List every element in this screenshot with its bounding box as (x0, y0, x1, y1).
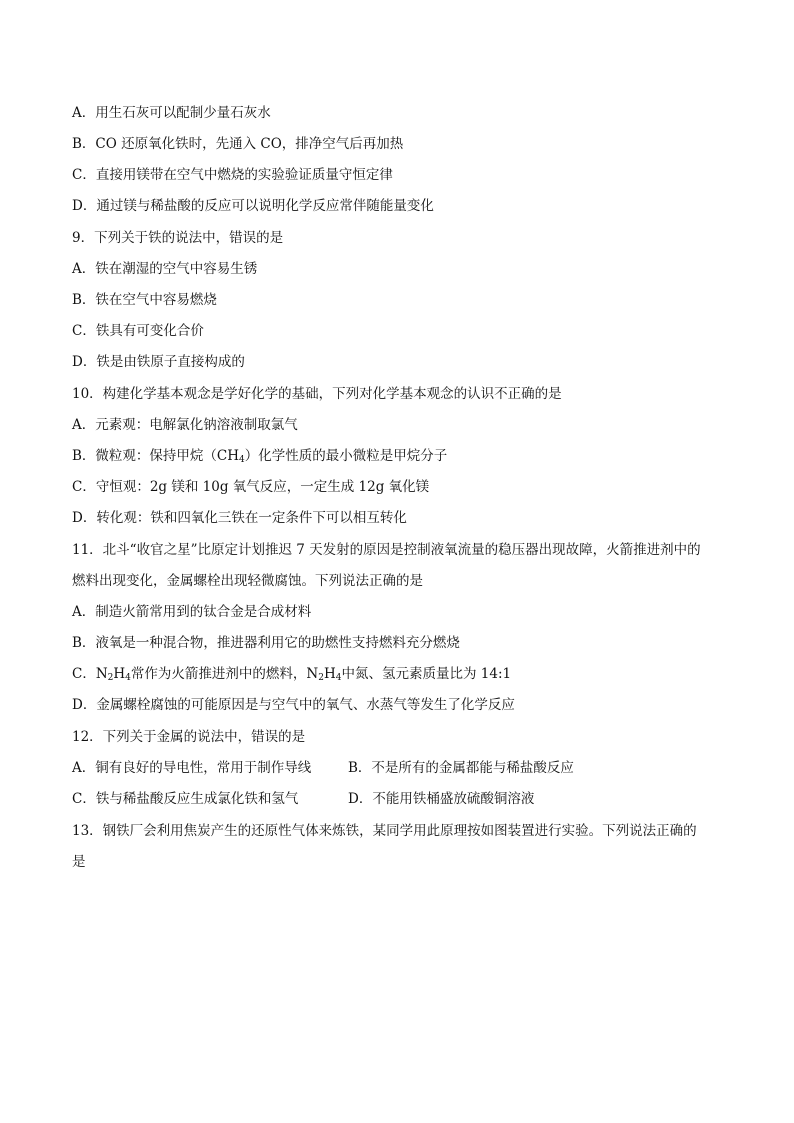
q11-option-a: A．制造火箭常用到的钛合金是合成材料 (72, 604, 312, 620)
q8-option-c: C．直接用镁带在空气中燃烧的实验验证质量守恒定律 (72, 167, 393, 183)
q11-c-text3: 常作为火箭推进剂中的燃料，N (130, 666, 319, 682)
q11-c-text2: H (113, 666, 126, 682)
q10-option-b (72, 447, 732, 465)
q11-c-sub3: 2 (318, 673, 324, 683)
q11-c-text4: H (323, 666, 336, 682)
q13-stem-line1: 13．钢铁厂会利用焦炭产生的还原性气体来炼铁，某同学用此原理按如图装置进行实验。下列说法正确的 (72, 823, 697, 839)
q8-option-d: D．通过镁与稀盐酸的反应可以说明化学反应常伴随能量变化 (72, 198, 434, 214)
q11-option-b: B．液氧是一种混合物，推进器利用它的助燃性支持燃料充分燃烧 (72, 635, 460, 651)
q11-c-sub2: 4 (125, 673, 131, 683)
q10-option-b-sub: 4 (239, 455, 245, 465)
q9-stem: 9．下列关于铁的说法中，错误的是 (72, 230, 284, 246)
q12-option-b: B．不是所有的金属都能与稀盐酸反应 (348, 760, 574, 776)
q12-option-d: D．不能用铁桶盛放硫酸铜溶液 (348, 791, 535, 807)
q9-option-b: B．铁在空气中容易燃烧 (72, 292, 217, 308)
q12-option-a: A．铜有良好的导电性，常用于制作导线 (72, 760, 312, 776)
q12-stem: 12．下列关于金属的说法中，错误的是 (72, 729, 306, 745)
q13-stem-line2: 是 (72, 854, 86, 870)
q8-option-a: A．用生石灰可以配制少量石灰水 (72, 105, 271, 121)
q12-option-c: C．铁与稀盐酸反应生成氯化铁和氢气 (72, 791, 299, 807)
q11-c-sub4: 4 (335, 673, 342, 683)
q10-option-b-pre: B．微粒观：保持甲烷（CH (72, 448, 240, 464)
q9-option-a: A．铁在潮湿的空气中容易生锈 (72, 261, 258, 277)
q10-stem: 10．构建化学基本观念是学好化学的基础，下列对化学基本观念的认识不正确的是 (72, 386, 562, 402)
q8-option-b: B．CO 还原氧化铁时，先通入 CO，排净空气后再加热 (72, 136, 404, 152)
q9-option-d: D．铁是由铁原子直接构成的 (72, 354, 245, 370)
q11-c-sub1: 2 (107, 673, 114, 683)
q9-option-c: C．铁具有可变化合价 (72, 323, 204, 339)
q10-option-c: C．守恒观：2g 镁和 10g 氧气反应，一定生成 12g 氧化镁 (72, 479, 430, 495)
q11-stem-line2: 燃料出现变化，金属螺栓出现轻微腐蚀。下列说法正确的是 (72, 573, 423, 589)
q11-c-text5: 中氮、氢元素质量比为 14:1 (341, 666, 512, 682)
q10-option-a: A．元素观：电解氯化钠溶液制取氯气 (72, 417, 298, 433)
q11-c-text1: C．N (72, 666, 108, 682)
q11-option-c (72, 665, 732, 683)
q10-option-b-post: ）化学性质的最小微粒是甲烷分子 (244, 448, 448, 464)
q11-option-d: D．金属螺栓腐蚀的可能原因是与空气中的氧气、水蒸气等发生了化学反应 (72, 697, 515, 713)
q10-option-d: D．转化观：铁和四氧化三铁在一定条件下可以相互转化 (72, 510, 407, 526)
q11-stem-line1: 11．北斗“收官之星”比原定计划推迟 7 天发射的原因是控制液氧流量的稳压器出现故障，火箭推进剂中的 (72, 542, 701, 558)
